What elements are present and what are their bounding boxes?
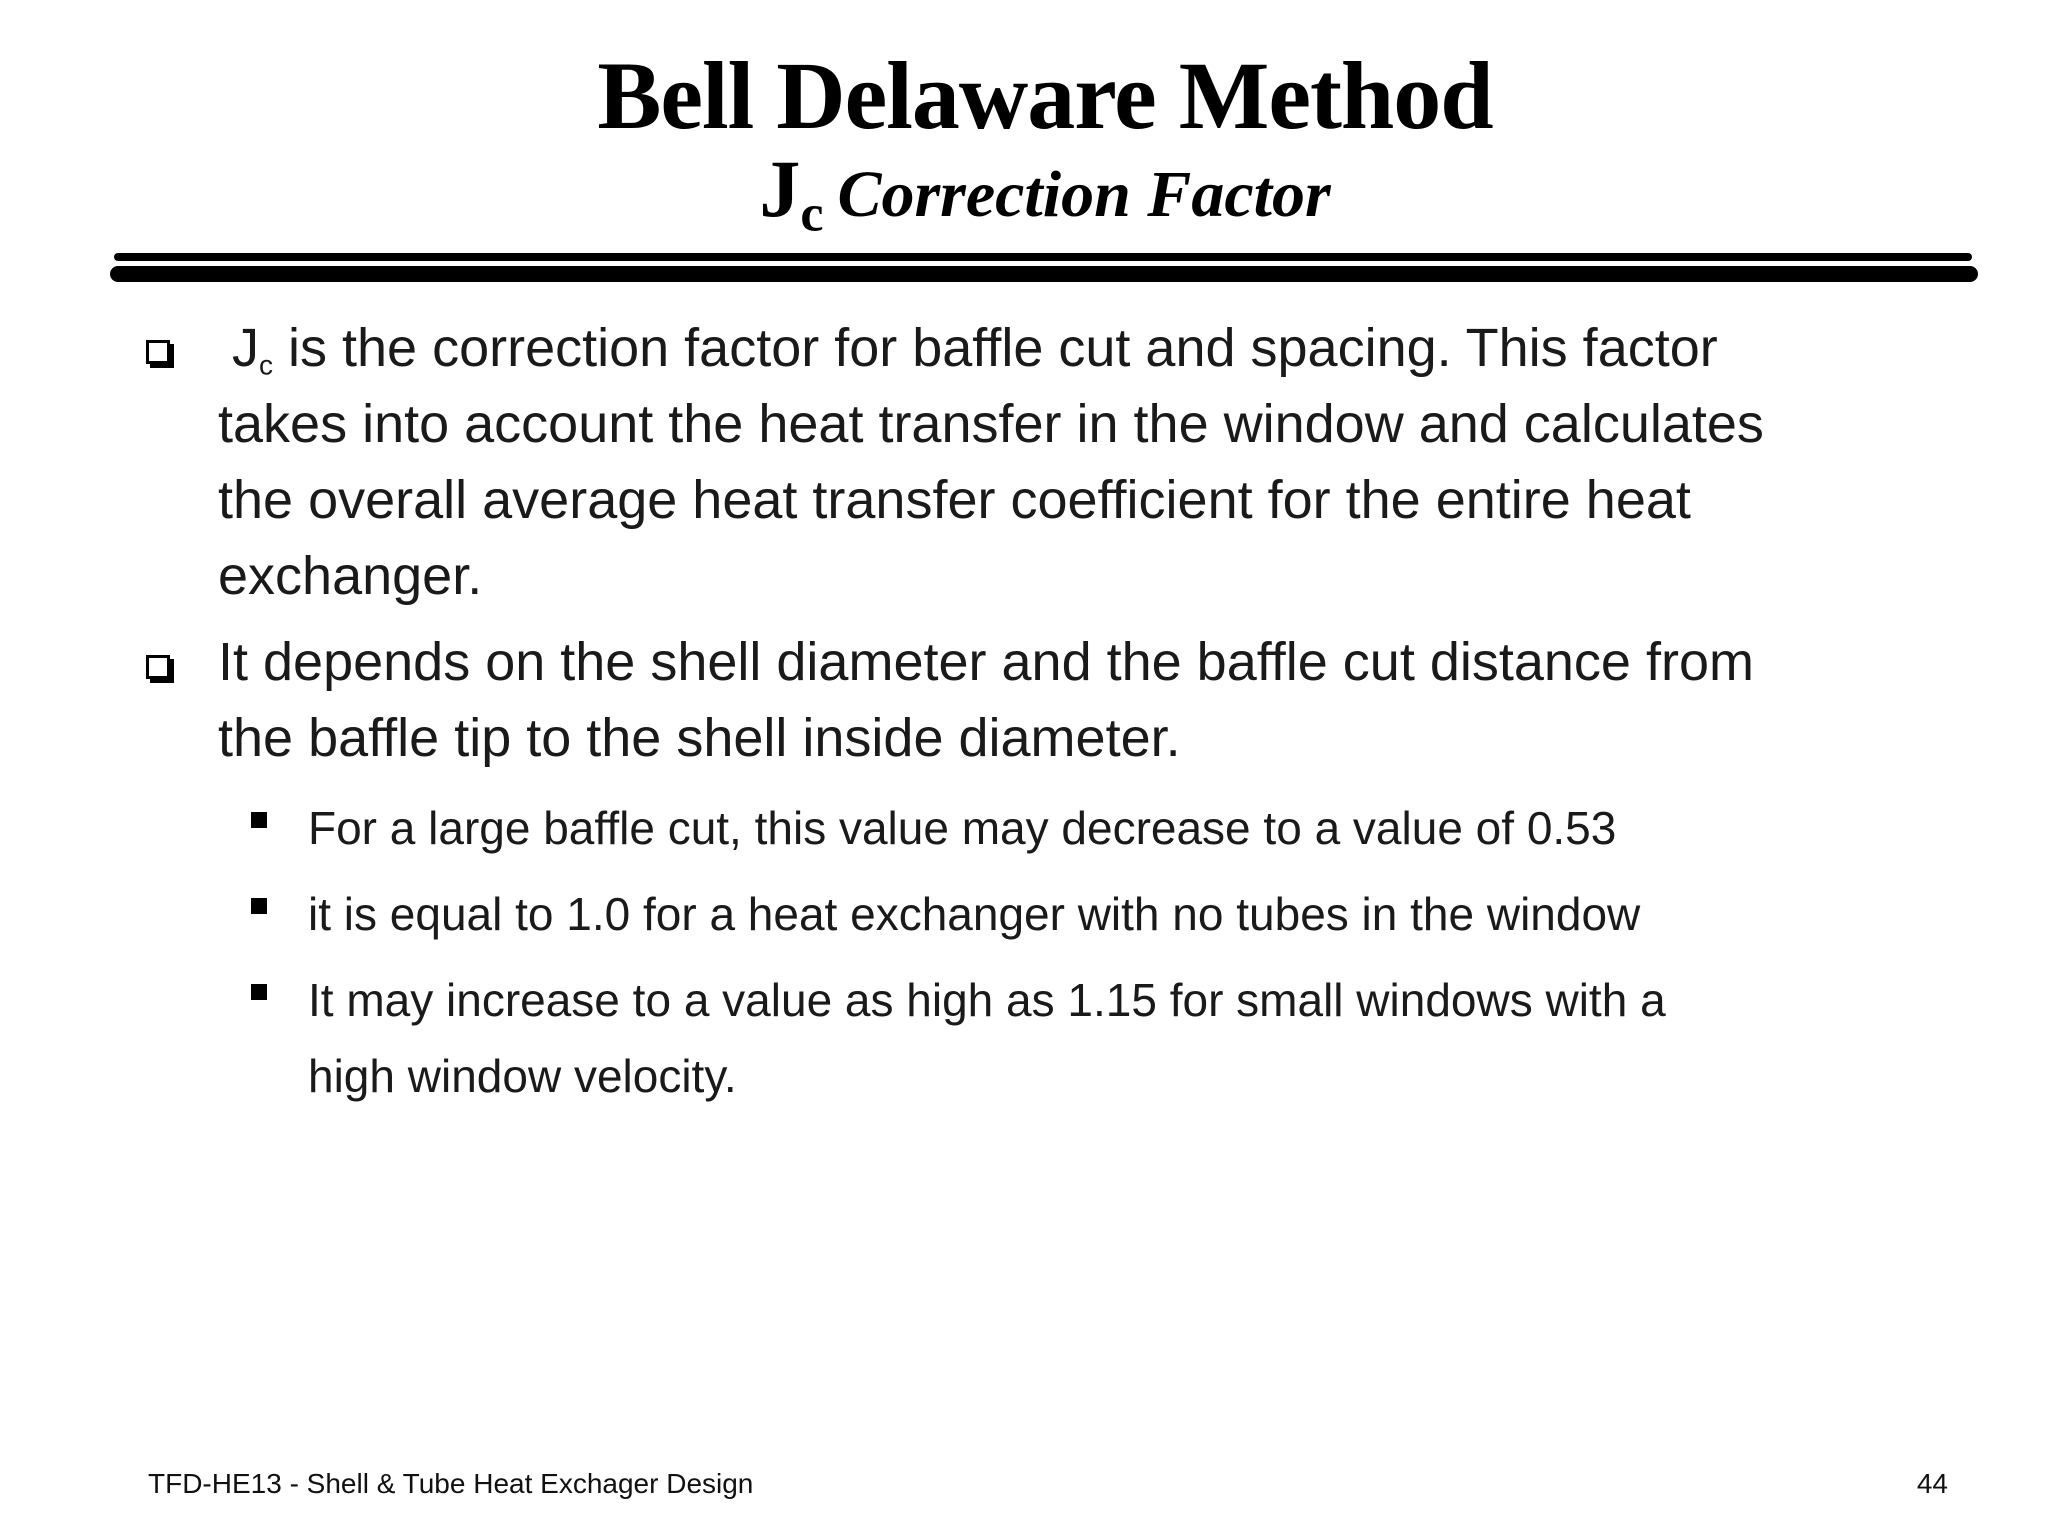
jc-symbol — [232, 318, 273, 381]
subtitle-symbol — [759, 143, 824, 243]
filled-square-bullet-icon — [251, 812, 267, 828]
subtitle-text: Correction Factor — [837, 158, 1331, 231]
filled-square-bullet-icon — [251, 898, 267, 914]
subtitle-symbol-main: J — [759, 143, 801, 234]
footer-page-number: 44 — [1916, 1468, 1948, 1499]
sub-bullet-1-line-1: For a large baffle cut, this value may decrease to a value of 0.53 — [308, 802, 1617, 854]
bullet-2-line-1: It depends on the shell diameter and the baffle cut distance from — [218, 632, 1754, 692]
bullet-2-line-2: the baffle tip to the shell inside diameter. — [218, 708, 1181, 768]
hollow-square-bullet-icon — [146, 655, 170, 679]
jc-symbol-subscript: c — [259, 349, 273, 381]
hollow-square-bullet-icon — [146, 340, 170, 364]
slide-title: Bell Delaware Method — [597, 42, 1493, 149]
bullet-1-line-4: exchanger. — [218, 546, 483, 606]
bullet-1-line-3: the overall average heat transfer coefficient for the entire heat — [218, 470, 1691, 530]
bullet-1-text-line-1: is the correction factor for baffle cut and spacing. This factor — [273, 318, 1718, 378]
bullet-1-line-1 — [218, 310, 1918, 386]
footer-course-title: TFD-HE13 - Shell & Tube Heat Exchager Design — [148, 1468, 754, 1499]
subtitle-symbol-subscript: c — [800, 185, 824, 243]
header-divider-thick — [110, 266, 1978, 282]
sub-bullet-3-line-1: It may increase to a value as high as 1.15 for small windows with a — [308, 974, 1666, 1026]
header-divider-thin — [114, 253, 1972, 261]
jc-symbol-main: J — [232, 318, 259, 378]
filled-square-bullet-icon — [251, 984, 267, 1000]
slide-subtitle — [0, 143, 2048, 243]
bullet-1-line-2: takes into account the heat transfer in the window and calculates — [218, 394, 1764, 454]
sub-bullet-2-line-1: it is equal to 1.0 for a heat exchanger with no tubes in the window — [308, 888, 1641, 940]
sub-bullet-3-line-2: high window velocity. — [308, 1050, 737, 1102]
